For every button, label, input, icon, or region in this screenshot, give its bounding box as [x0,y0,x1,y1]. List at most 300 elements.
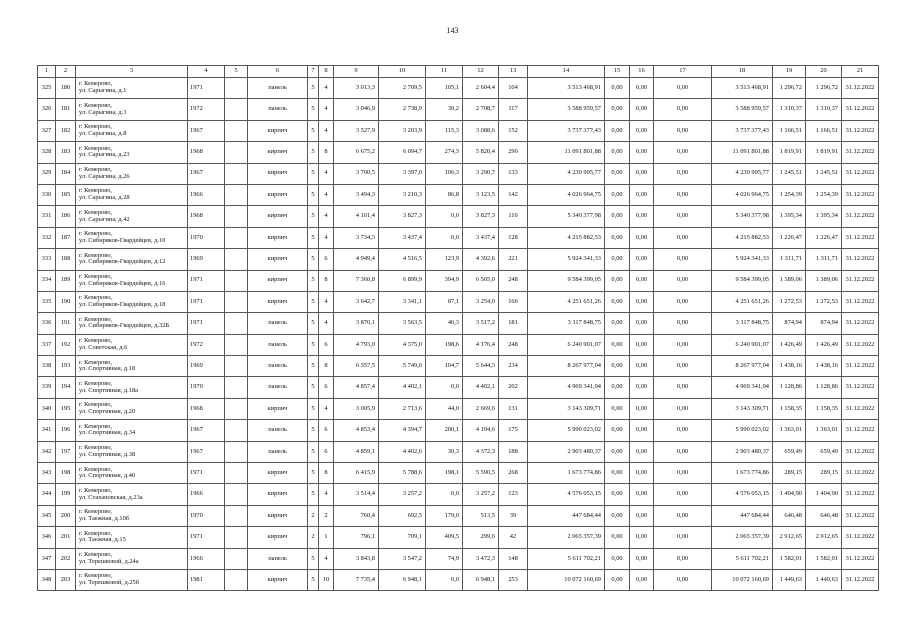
cell-wall-material: панель [248,99,308,120]
cell-owner-funds: 5 924 341,33 [712,249,773,270]
cell-completion-date: 31.12.2022 [842,463,879,484]
cell-row-number: 334 [38,270,56,291]
cell-premises-area: 4 375,0 [379,334,426,355]
cell-item-number: 189 [56,270,76,291]
cell-total-cost: 3 737 377,43 [528,120,605,141]
cell-item-number: 192 [56,334,76,355]
cell-total-area: 3 642,7 [334,291,379,312]
cell-total-area: 6 415,9 [334,463,379,484]
cell-floors: 5 [308,356,319,377]
cell-entrances: 6 [319,377,334,398]
cell-max-unit-cost: 1 395,34 [806,206,842,227]
cell-premises-area: 3 341,1 [379,291,426,312]
cell-floors: 5 [308,163,319,184]
address-city: г. Кемерово, [79,401,112,409]
cell-entrances: 8 [319,356,334,377]
cell-nonresidential-area: 123,9 [426,249,463,270]
cell-year-built: 1972 [188,99,225,120]
cell-total-area: 3 843,8 [334,548,379,569]
cell-floors: 5 [308,99,319,120]
cell-floors: 5 [308,227,319,248]
cell-year-renovated [225,505,248,526]
cell-residential-area: 3 257,2 [463,484,499,505]
cell-premises-area: 2 713,6 [379,398,426,419]
cell-residential-area: 3 254,0 [463,291,499,312]
cell-entrances: 6 [319,334,334,355]
address-city: г. Кемерово, [79,251,112,259]
cell-wall-material: панель [248,78,308,99]
address-street: ул. Сарыгина, д.23 [79,151,130,159]
cell-entrances: 4 [319,163,334,184]
cell-max-unit-cost: 1 272,53 [806,291,842,312]
cell-item-number: 185 [56,184,76,205]
cell-max-unit-cost: 1 158,35 [806,398,842,419]
address-city: г. Кемерово, [79,508,112,516]
cell-row-number: 337 [38,334,56,355]
cell-year-renovated [225,99,248,120]
cell-row-number: 343 [38,463,56,484]
column-header-12: 12 [463,66,499,78]
cell-total-area: 3 527,9 [334,120,379,141]
cell-row-number: 329 [38,163,56,184]
cell-max-unit-cost: 1 310,37 [806,99,842,120]
cell-owner-funds: 4 576 053,15 [712,484,773,505]
cell-completion-date: 31.12.2022 [842,420,879,441]
cell-total-cost: 4 969 341,04 [528,377,605,398]
cell-residents: 131 [499,398,528,419]
cell-max-unit-cost: 1 245,51 [806,163,842,184]
cell-address [76,569,188,590]
cell-unit-cost: 1 449,63 [773,569,806,590]
cell-total-cost: 9 584 399,05 [528,270,605,291]
cell-max-unit-cost: 1 449,63 [806,569,842,590]
cell-floors: 5 [308,78,319,99]
address-city: г. Кемерово, [79,337,112,345]
table-row [38,291,879,312]
cell-wall-material: кирпич [248,569,308,590]
cell-federal-funds: 0,00 [605,206,630,227]
cell-unit-cost: 1 395,34 [773,206,806,227]
cell-entrances: 4 [319,184,334,205]
cell-owner-funds: 3 143 309,71 [712,398,773,419]
cell-floors: 5 [308,270,319,291]
cell-completion-date: 31.12.2022 [842,313,879,334]
cell-residents: 42 [499,527,528,548]
cell-wall-material: кирпич [248,484,308,505]
cell-total-area: 6 675,2 [334,142,379,163]
cell-wall-material: панель [248,313,308,334]
cell-wall-material: панель [248,334,308,355]
cell-residents: 268 [499,463,528,484]
cell-item-number: 202 [56,548,76,569]
cell-federal-funds: 0,00 [605,527,630,548]
table-row [38,99,879,120]
address-street: ул. Сибиряков-Гвардейцев, д.32Б [79,322,170,330]
cell-premises-area: 5 788,6 [379,463,426,484]
cell-residential-area: 4 176,4 [463,334,499,355]
cell-completion-date: 31.12.2022 [842,398,879,419]
cell-residential-area: 3 123,5 [463,184,499,205]
cell-residential-area: 4 392,6 [463,249,499,270]
cell-floors: 5 [308,377,319,398]
cell-residential-area: 3 437,4 [463,227,499,248]
cell-total-cost: 2 065 357,39 [528,527,605,548]
table-row [38,184,879,205]
cell-entrances: 2 [319,505,334,526]
cell-total-cost: 3 513 468,91 [528,78,605,99]
address-city: г. Кемерово, [79,422,112,430]
cell-regional-funds: 0,00 [630,505,654,526]
cell-entrances: 4 [319,313,334,334]
cell-total-cost: 5 340 377,98 [528,206,605,227]
column-header-9: 9 [334,66,379,78]
cell-completion-date: 31.12.2022 [842,142,879,163]
cell-completion-date: 31.12.2022 [842,249,879,270]
cell-floors: 2 [308,527,319,548]
cell-residential-area: 6 505,0 [463,270,499,291]
cell-residents: 152 [499,120,528,141]
address-city: г. Кемерово, [79,358,112,366]
cell-address [76,291,188,312]
cell-floors: 2 [308,505,319,526]
column-header-17: 17 [654,66,712,78]
cell-completion-date: 31.12.2022 [842,377,879,398]
cell-local-funds: 0,00 [654,249,712,270]
cell-total-cost: 447 684,44 [528,505,605,526]
cell-federal-funds: 0,00 [605,356,630,377]
address-street: ул. Сарыгина, д.8 [79,129,127,137]
cell-total-cost: 6 240 901,07 [528,334,605,355]
cell-premises-area: 3 257,2 [379,484,426,505]
cell-total-area: 7 360,8 [334,270,379,291]
address-street: ул. Спортивная, д.38 [79,450,136,458]
column-header-10: 10 [379,66,426,78]
cell-total-area: 3 734,3 [334,227,379,248]
cell-total-area: 4 859,1 [334,441,379,462]
cell-local-funds: 0,00 [654,420,712,441]
cell-completion-date: 31.12.2022 [842,569,879,590]
cell-max-unit-cost: 1 166,51 [806,120,842,141]
cell-premises-area: 3 563,5 [379,313,426,334]
cell-regional-funds: 0,00 [630,484,654,505]
address-city: г. Кемерово, [79,101,112,109]
cell-year-renovated [225,569,248,590]
cell-total-area: 3 494,3 [334,184,379,205]
cell-federal-funds: 0,00 [605,120,630,141]
cell-federal-funds: 0,00 [605,99,630,120]
cell-federal-funds: 0,00 [605,163,630,184]
cell-year-built: 1972 [188,334,225,355]
column-header-3: 3 [76,66,188,78]
column-header-15: 15 [605,66,630,78]
cell-regional-funds: 0,00 [630,527,654,548]
cell-row-number: 344 [38,484,56,505]
cell-nonresidential-area: 0,0 [426,377,463,398]
table-row [38,484,879,505]
cell-wall-material: кирпич [248,398,308,419]
cell-item-number: 198 [56,463,76,484]
cell-nonresidential-area: 200,1 [426,420,463,441]
cell-nonresidential-area: 409,5 [426,527,463,548]
cell-year-built: 1970 [188,505,225,526]
column-header-1: 1 [38,66,56,78]
cell-unit-cost: 1 819,91 [773,142,806,163]
cell-regional-funds: 0,00 [630,120,654,141]
cell-residents: 142 [499,184,528,205]
table-row [38,206,879,227]
address-street: ул. Таежная, д.15 [79,536,126,544]
cell-total-cost: 4 251 651,26 [528,291,605,312]
cell-unit-cost: 1 582,01 [773,548,806,569]
cell-year-built: 1971 [188,291,225,312]
cell-floors: 5 [308,548,319,569]
address-street: ул. Сарыгина, д.26 [79,172,130,180]
cell-item-number: 182 [56,120,76,141]
cell-premises-area: 3 437,4 [379,227,426,248]
cell-residents: 110 [499,206,528,227]
cell-item-number: 203 [56,569,76,590]
cell-floors: 5 [308,334,319,355]
cell-row-number: 328 [38,142,56,163]
cell-entrances: 6 [319,420,334,441]
cell-total-area: 4 101,4 [334,206,379,227]
cell-year-renovated [225,142,248,163]
cell-entrances: 4 [319,227,334,248]
cell-residents: 234 [499,356,528,377]
cell-local-funds: 0,00 [654,227,712,248]
cell-nonresidential-area: 104,7 [426,356,463,377]
cell-local-funds: 0,00 [654,527,712,548]
cell-unit-cost: 1 438,16 [773,356,806,377]
cell-regional-funds: 0,00 [630,249,654,270]
cell-year-built: 1969 [188,356,225,377]
address-city: г. Кемерово, [79,123,112,131]
cell-nonresidential-area: 198,1 [426,463,463,484]
cell-floors: 5 [308,206,319,227]
cell-regional-funds: 0,00 [630,377,654,398]
cell-unit-cost: 659,49 [773,441,806,462]
cell-residents: 133 [499,163,528,184]
cell-federal-funds: 0,00 [605,484,630,505]
cell-address [76,377,188,398]
cell-nonresidential-area: 0,0 [426,227,463,248]
cell-owner-funds: 1 673 774,86 [712,463,773,484]
cell-owner-funds: 11 091 801,88 [712,142,773,163]
cell-local-funds: 0,00 [654,142,712,163]
cell-entrances: 4 [319,78,334,99]
cell-row-number: 348 [38,569,56,590]
cell-premises-area: 2 738,9 [379,99,426,120]
cell-year-renovated [225,420,248,441]
address-city: г. Кемерово, [79,208,112,216]
cell-year-renovated [225,249,248,270]
address-street: ул. Советская, д.6 [79,343,128,351]
cell-row-number: 341 [38,420,56,441]
cell-entrances: 4 [319,99,334,120]
cell-total-area: 4 793,0 [334,334,379,355]
cell-total-area: 3 514,4 [334,484,379,505]
cell-entrances: 4 [319,548,334,569]
cell-federal-funds: 0,00 [605,291,630,312]
cell-year-renovated [225,184,248,205]
cell-nonresidential-area: 198,6 [426,334,463,355]
address-city: г. Кемерово, [79,551,112,559]
cell-year-built: 1967 [188,441,225,462]
cell-unit-cost: 1 389,06 [773,270,806,291]
cell-residents: 221 [499,249,528,270]
cell-unit-cost: 289,15 [773,463,806,484]
cell-premises-area: 4 394,7 [379,420,426,441]
cell-wall-material: панель [248,548,308,569]
cell-total-cost: 4 026 964,75 [528,184,605,205]
cell-residential-area: 3 088,6 [463,120,499,141]
cell-residents: 166 [499,291,528,312]
cell-year-built: 1970 [188,377,225,398]
address-street: ул. Спортивная, д.18 [79,365,136,373]
page-number: 143 [446,26,459,35]
cell-year-renovated [225,291,248,312]
cell-local-funds: 0,00 [654,99,712,120]
cell-wall-material: кирпич [248,249,308,270]
column-header-6: 6 [248,66,308,78]
cell-residential-area: 2 708,7 [463,99,499,120]
cell-address [76,120,188,141]
cell-max-unit-cost: 1 311,71 [806,249,842,270]
cell-row-number: 338 [38,356,56,377]
cell-regional-funds: 0,00 [630,334,654,355]
column-header-2: 2 [56,66,76,78]
cell-regional-funds: 0,00 [630,569,654,590]
cell-year-renovated [225,120,248,141]
address-city: г. Кемерово, [79,166,112,174]
cell-completion-date: 31.12.2022 [842,527,879,548]
cell-total-area: 6 357,5 [334,356,379,377]
cell-row-number: 335 [38,291,56,312]
cell-total-area: 4 853,4 [334,420,379,441]
table-row [38,227,879,248]
cell-regional-funds: 0,00 [630,356,654,377]
cell-address [76,334,188,355]
cell-total-area: 796,1 [334,527,379,548]
address-street: ул. Таежная, д.10б [79,515,130,522]
cell-local-funds: 0,00 [654,313,712,334]
cell-floors: 5 [308,291,319,312]
cell-row-number: 326 [38,99,56,120]
cell-total-area: 4 949,4 [334,249,379,270]
cell-owner-funds: 4 215 882,53 [712,227,773,248]
cell-year-built: 1969 [188,249,225,270]
cell-item-number: 195 [56,398,76,419]
cell-regional-funds: 0,00 [630,163,654,184]
table-row [38,441,879,462]
cell-total-cost: 5 611 702,21 [528,548,605,569]
cell-floors: 5 [308,420,319,441]
cell-max-unit-cost: 1 389,06 [806,270,842,291]
cell-owner-funds: 8 267 977,04 [712,356,773,377]
cell-federal-funds: 0,00 [605,334,630,355]
column-header-19: 19 [773,66,806,78]
cell-max-unit-cost: 1 254,39 [806,184,842,205]
cell-item-number: 197 [56,441,76,462]
cell-unit-cost: 1 311,71 [773,249,806,270]
cell-nonresidential-area: 87,1 [426,291,463,312]
cell-item-number: 201 [56,527,76,548]
cell-total-cost: 4 215 882,53 [528,227,605,248]
cell-row-number: 339 [38,377,56,398]
cell-address [76,463,188,484]
cell-entrances: 4 [319,484,334,505]
table-row [38,356,879,377]
cell-residents: 123 [499,484,528,505]
cell-year-built: 1966 [188,184,225,205]
cell-nonresidential-area: 105,1 [426,78,463,99]
cell-row-number: 345 [38,505,56,526]
cell-year-renovated [225,548,248,569]
cell-year-renovated [225,527,248,548]
cell-completion-date: 31.12.2022 [842,441,879,462]
cell-residential-area: 2 669,6 [463,398,499,419]
cell-address [76,548,188,569]
cell-owner-funds: 4 969 341,04 [712,377,773,398]
cell-floors: 5 [308,569,319,590]
cell-item-number: 187 [56,227,76,248]
cell-item-number: 183 [56,142,76,163]
cell-federal-funds: 0,00 [605,227,630,248]
address-street: ул. Терешковой, д.24а [79,557,139,565]
cell-regional-funds: 0,00 [630,398,654,419]
cell-entrances: 4 [319,120,334,141]
cell-address [76,420,188,441]
cell-wall-material: панель [248,420,308,441]
address-city: г. Кемерово, [79,272,112,280]
cell-item-number: 181 [56,99,76,120]
cell-item-number: 180 [56,78,76,99]
cell-entrances: 4 [319,206,334,227]
cell-address [76,270,188,291]
cell-nonresidential-area: 106,3 [426,163,463,184]
column-header-7: 7 [308,66,319,78]
address-city: г. Кемерово, [79,187,112,195]
cell-local-funds: 0,00 [654,398,712,419]
cell-completion-date: 31.12.2022 [842,270,879,291]
cell-total-cost: 4 576 053,15 [528,484,605,505]
address-city: г. Кемерово, [79,465,112,473]
cell-floors: 5 [308,313,319,334]
cell-year-renovated [225,356,248,377]
cell-total-cost: 3 117 848,75 [528,313,605,334]
cell-local-funds: 0,00 [654,377,712,398]
cell-max-unit-cost: 1 404,90 [806,484,842,505]
cell-nonresidential-area: 74,9 [426,548,463,569]
cell-floors: 5 [308,184,319,205]
cell-local-funds: 0,00 [654,463,712,484]
cell-owner-funds: 2 903 480,37 [712,441,773,462]
cell-row-number: 330 [38,184,56,205]
cell-completion-date: 31.12.2022 [842,291,879,312]
cell-federal-funds: 0,00 [605,78,630,99]
cell-address [76,249,188,270]
cell-unit-cost: 1 272,53 [773,291,806,312]
cell-year-built: 1981 [188,569,225,590]
column-header-16: 16 [630,66,654,78]
address-city: г. Кемерово, [79,294,112,302]
cell-year-renovated [225,334,248,355]
cell-regional-funds: 0,00 [630,270,654,291]
cell-regional-funds: 0,00 [630,313,654,334]
address-street: ул. Сарыгина, д.1 [79,87,127,95]
cell-residential-area: 5 590,5 [463,463,499,484]
cell-total-cost: 1 673 774,86 [528,463,605,484]
